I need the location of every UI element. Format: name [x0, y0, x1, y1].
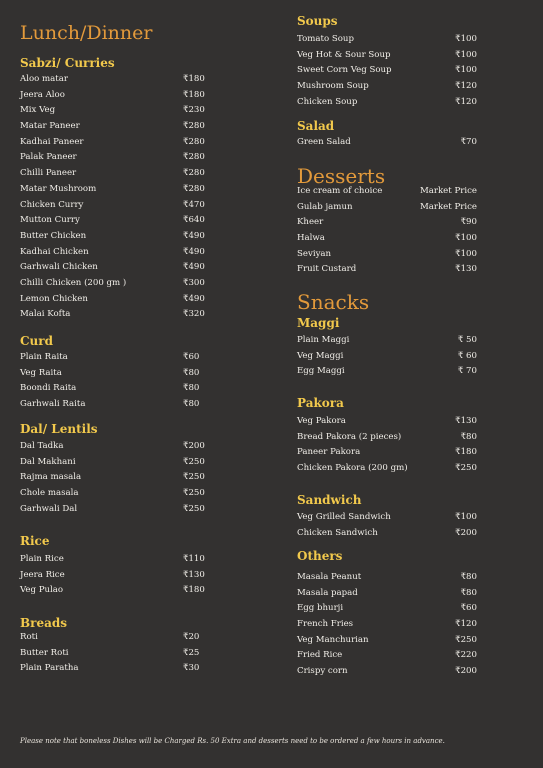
menu-item-name: Dal Tadka	[20, 441, 64, 451]
menu-item	[20, 72, 210, 88]
menu-item-name: Mix Veg	[20, 105, 56, 116]
menu-item	[297, 200, 487, 216]
menu-item-price: ₹70	[460, 137, 477, 147]
menu-item	[297, 510, 487, 526]
menu-item-price: ₹100	[455, 512, 477, 522]
menu-item-price: ₹280	[183, 121, 205, 132]
menu-item-price: ₹80	[460, 587, 477, 598]
pakora-heading: Pakora	[297, 396, 344, 410]
menu-item	[20, 260, 210, 276]
snacks-title: Snacks	[297, 290, 370, 314]
menu-item-name: Veg Manchurian	[297, 634, 369, 645]
menu-item-price: ₹200	[455, 666, 477, 677]
soups-list	[297, 32, 487, 110]
sandwich-list	[297, 510, 487, 541]
menu-item-name: Mutton Curry	[20, 215, 80, 226]
menu-item	[20, 381, 210, 397]
dal-lentils-heading: Dal/ Lentils	[20, 422, 98, 436]
menu-item-name: Boondi Raita	[20, 383, 77, 394]
menu-item	[20, 276, 210, 292]
menu-item-name: Crispy corn	[297, 666, 348, 677]
menu-item	[297, 349, 487, 365]
menu-item-name: Paneer Pakora	[297, 447, 361, 458]
menu-item-name: Dal Makhani	[20, 456, 76, 467]
menu-item	[297, 414, 487, 430]
maggi-heading: Maggi	[297, 316, 340, 330]
menu-item-price: ₹60	[460, 603, 477, 614]
dal-lentils-list	[20, 439, 210, 517]
menu-item-name: Gulab jamun	[297, 201, 353, 212]
menu-item	[20, 103, 210, 119]
menu-item	[297, 633, 487, 649]
menu-item-name: Bread Pakora (2 pieces)	[297, 431, 402, 442]
pakora-list	[297, 414, 487, 477]
menu-item	[297, 430, 487, 446]
menu-item-price: ₹120	[455, 96, 477, 107]
menu-item-price: ₹130	[183, 569, 205, 580]
menu-item-price: ₹110	[183, 554, 205, 564]
menu-item-name: Plain Paratha	[20, 663, 79, 674]
menu-item-name: Malai Kofta	[20, 309, 71, 320]
menu-item-price: ₹300	[183, 277, 205, 288]
footer-note: Please note that boneless Dishes will be Charged Rs. 50 Extra and desserts need to be ordered a few hours in advance.	[20, 737, 445, 745]
menu-item	[297, 79, 487, 95]
menu-item	[20, 568, 210, 584]
menu-item-price: ₹90	[460, 217, 477, 228]
menu-item-price: ₹80	[460, 431, 477, 442]
menu-item-name: Mushroom Soup	[297, 81, 369, 92]
menu-item	[20, 88, 210, 104]
menu-item-price: ₹180	[183, 585, 205, 596]
menu-item-price: ₹ 50	[457, 335, 477, 345]
menu-item-name: Veg Pulao	[20, 585, 64, 596]
menu-item-name: Kheer	[297, 217, 324, 228]
menu-item-price: ₹250	[455, 463, 477, 474]
menu-item-price: ₹490	[183, 293, 205, 304]
menu-item	[20, 307, 210, 323]
menu-item-name: Garhwali Dal	[20, 503, 78, 514]
menu-item-price: ₹80	[183, 399, 200, 410]
menu-item-price: ₹ 70	[457, 366, 477, 377]
menu-item-name: Chicken Sandwich	[297, 527, 378, 538]
menu-item-name: Egg bhurji	[297, 603, 344, 614]
menu-item	[297, 63, 487, 79]
others-list	[297, 570, 487, 680]
menu-item-price: ₹60	[183, 352, 200, 362]
sabzi-curries-list	[20, 72, 210, 323]
menu-item-price: ₹470	[183, 199, 205, 210]
menu-item-name: Chicken Soup	[297, 96, 358, 107]
menu-item-name: Chole masala	[20, 488, 79, 499]
menu-item-price: ₹490	[183, 230, 205, 241]
menu-item-price: ₹220	[455, 650, 477, 661]
menu-item-name: Aloo matar	[20, 74, 68, 84]
menu-item	[20, 552, 210, 568]
menu-item-price: ₹100	[455, 34, 477, 44]
menu-item-price: ₹280	[183, 168, 205, 179]
menu-item	[297, 32, 487, 48]
sandwich-heading: Sandwich	[297, 493, 362, 507]
menu-item-name: Green Salad	[297, 137, 351, 147]
menu-item	[297, 262, 487, 278]
menu-item-price: ₹250	[455, 634, 477, 645]
desserts-list	[297, 184, 487, 278]
menu-item-name: Matar Mushroom	[20, 183, 97, 194]
menu-item-name: French Fries	[297, 619, 354, 630]
menu-item-name: Rajma masala	[20, 472, 82, 483]
menu-item-price: ₹320	[183, 309, 205, 320]
menu-item-price: ₹200	[455, 527, 477, 538]
menu-item-price: ₹20	[183, 632, 200, 642]
menu-item-name: Roti	[20, 632, 38, 642]
menu-item-price: ₹280	[183, 136, 205, 147]
menu-item-price: ₹80	[460, 572, 477, 582]
menu-item	[297, 461, 487, 477]
menu-item-name: Plain Raita	[20, 352, 68, 362]
menu-item	[297, 617, 487, 633]
menu-item-name: Kadhai Chicken	[20, 246, 89, 257]
menu-item	[20, 213, 210, 229]
menu-item-name: Kadhai Paneer	[20, 136, 84, 147]
menu-item	[20, 486, 210, 502]
menu-item	[297, 231, 487, 247]
menu-item-price: ₹250	[183, 488, 205, 499]
menu-item-name: Veg Grilled Sandwich	[297, 512, 391, 522]
menu-item	[297, 601, 487, 617]
menu-item	[20, 150, 210, 166]
menu-item-name: Chilli Chicken (200 gm )	[20, 277, 127, 288]
menu-item-price: ₹100	[455, 248, 477, 259]
menu-item	[297, 586, 487, 602]
menu-item	[20, 439, 210, 455]
rice-heading: Rice	[20, 534, 50, 548]
menu-item	[20, 397, 210, 413]
menu-item-price: ₹180	[183, 74, 205, 84]
menu-item-name: Jeera Rice	[20, 569, 65, 580]
menu-item-name: Egg Maggi	[297, 366, 345, 377]
menu-item-name: Masala papad	[297, 587, 358, 598]
menu-item-price: ₹80	[183, 383, 200, 394]
menu-item-name: Plain Maggi	[297, 335, 350, 345]
menu-item-price: ₹640	[183, 215, 205, 226]
menu-item-price: ₹25	[183, 647, 200, 658]
lunch-dinner-title: Lunch/Dinner	[20, 22, 153, 44]
menu-item-price: ₹490	[183, 246, 205, 257]
menu-item-price: Market Price	[419, 186, 477, 196]
menu-item-price: ₹280	[183, 152, 205, 163]
menu-item-price: ₹100	[455, 49, 477, 60]
menu-item	[20, 135, 210, 151]
menu-item	[20, 245, 210, 261]
others-heading: Others	[297, 549, 343, 563]
menu-item	[20, 198, 210, 214]
menu-item-price: ₹180	[183, 89, 205, 100]
salad-list	[297, 135, 487, 151]
breads-list	[20, 630, 210, 677]
menu-item-name: Seviyan	[297, 248, 332, 259]
menu-item-name: Veg Raita	[20, 367, 62, 378]
menu-item-name: Chilli Paneer	[20, 168, 77, 179]
maggi-list	[297, 333, 487, 380]
menu-item	[20, 470, 210, 486]
menu-item	[297, 48, 487, 64]
curd-list	[20, 350, 210, 413]
desserts-title: Desserts	[297, 164, 386, 188]
menu-item	[297, 247, 487, 263]
menu-item-name: Halwa	[297, 233, 325, 244]
menu-item-price: ₹490	[183, 262, 205, 273]
menu-item-price: ₹250	[183, 456, 205, 467]
menu-item-name: Fried Rice	[297, 650, 343, 661]
menu-item	[20, 292, 210, 308]
soups-heading: Soups	[297, 14, 338, 28]
menu-item-name: Masala Peanut	[297, 572, 362, 582]
menu-item	[297, 664, 487, 680]
rice-list	[20, 552, 210, 599]
menu-item	[297, 364, 487, 380]
menu-item-name: Butter Roti	[20, 647, 69, 658]
menu-item-name: Matar Paneer	[20, 121, 80, 132]
menu-item-price: ₹100	[455, 233, 477, 244]
menu-item-name: Plain Rice	[20, 554, 64, 564]
menu-item-price: ₹120	[455, 619, 477, 630]
menu-item	[20, 630, 210, 646]
menu-item-name: Garhwali Raita	[20, 399, 86, 410]
curd-heading: Curd	[20, 334, 53, 348]
menu-item-price: ₹ 60	[457, 350, 477, 361]
menu-item-price: ₹200	[183, 441, 205, 451]
menu-item	[20, 366, 210, 382]
menu-item	[20, 646, 210, 662]
menu-item-name: Chicken Pakora (200 gm)	[297, 463, 408, 474]
menu-item	[20, 455, 210, 471]
menu-item-name: Veg Pakora	[297, 416, 346, 426]
salad-heading: Salad	[297, 119, 335, 133]
menu-item-price: ₹120	[455, 81, 477, 92]
menu-item-price: ₹130	[455, 264, 477, 275]
menu-item-name: Veg Hot & Sour Soup	[297, 49, 391, 60]
menu-item	[20, 119, 210, 135]
menu-item-price: ₹280	[183, 183, 205, 194]
menu-item	[297, 445, 487, 461]
menu-item	[20, 166, 210, 182]
menu-item-price: ₹100	[455, 65, 477, 76]
menu-item-name: Butter Chicken	[20, 230, 87, 241]
menu-item-price: ₹80	[183, 367, 200, 378]
menu-item-name: Jeera Aloo	[20, 89, 65, 100]
menu-item-price: ₹180	[455, 447, 477, 458]
menu-item-name: Garhwali Chicken	[20, 262, 98, 273]
breads-heading: Breads	[20, 616, 68, 630]
menu-item	[297, 333, 487, 349]
menu-item-price: ₹250	[183, 472, 205, 483]
menu-item	[20, 661, 210, 677]
menu-item-name: Fruit Custard	[297, 264, 357, 275]
menu-item	[297, 184, 487, 200]
menu-item	[20, 182, 210, 198]
menu-item	[20, 583, 210, 599]
menu-item-name: Veg Maggi	[297, 350, 344, 361]
menu-item	[20, 350, 210, 366]
menu-item-name: Ice cream of choice	[297, 186, 383, 196]
menu-item-price: ₹30	[183, 663, 200, 674]
menu-item-name: Tomato Soup	[297, 34, 354, 44]
menu-item-name: Chicken Curry	[20, 199, 84, 210]
menu-item	[297, 648, 487, 664]
menu-item-price: ₹130	[455, 416, 477, 426]
menu-item-name: Lemon Chicken	[20, 293, 88, 304]
menu-item	[297, 215, 487, 231]
menu-item-price: ₹230	[183, 105, 205, 116]
menu-item	[297, 526, 487, 542]
menu-item	[297, 95, 487, 111]
menu-item	[20, 229, 210, 245]
menu-item	[297, 135, 487, 151]
sabzi-curries-heading: Sabzi/ Curries	[20, 56, 115, 70]
menu-item-price: Market Price	[419, 201, 477, 212]
menu-item-name: Palak Paneer	[20, 152, 77, 163]
menu-item-price: ₹250	[183, 503, 205, 514]
menu-item	[297, 570, 487, 586]
menu-item	[20, 502, 210, 518]
menu-item-name: Sweet Corn Veg Soup	[297, 65, 392, 76]
